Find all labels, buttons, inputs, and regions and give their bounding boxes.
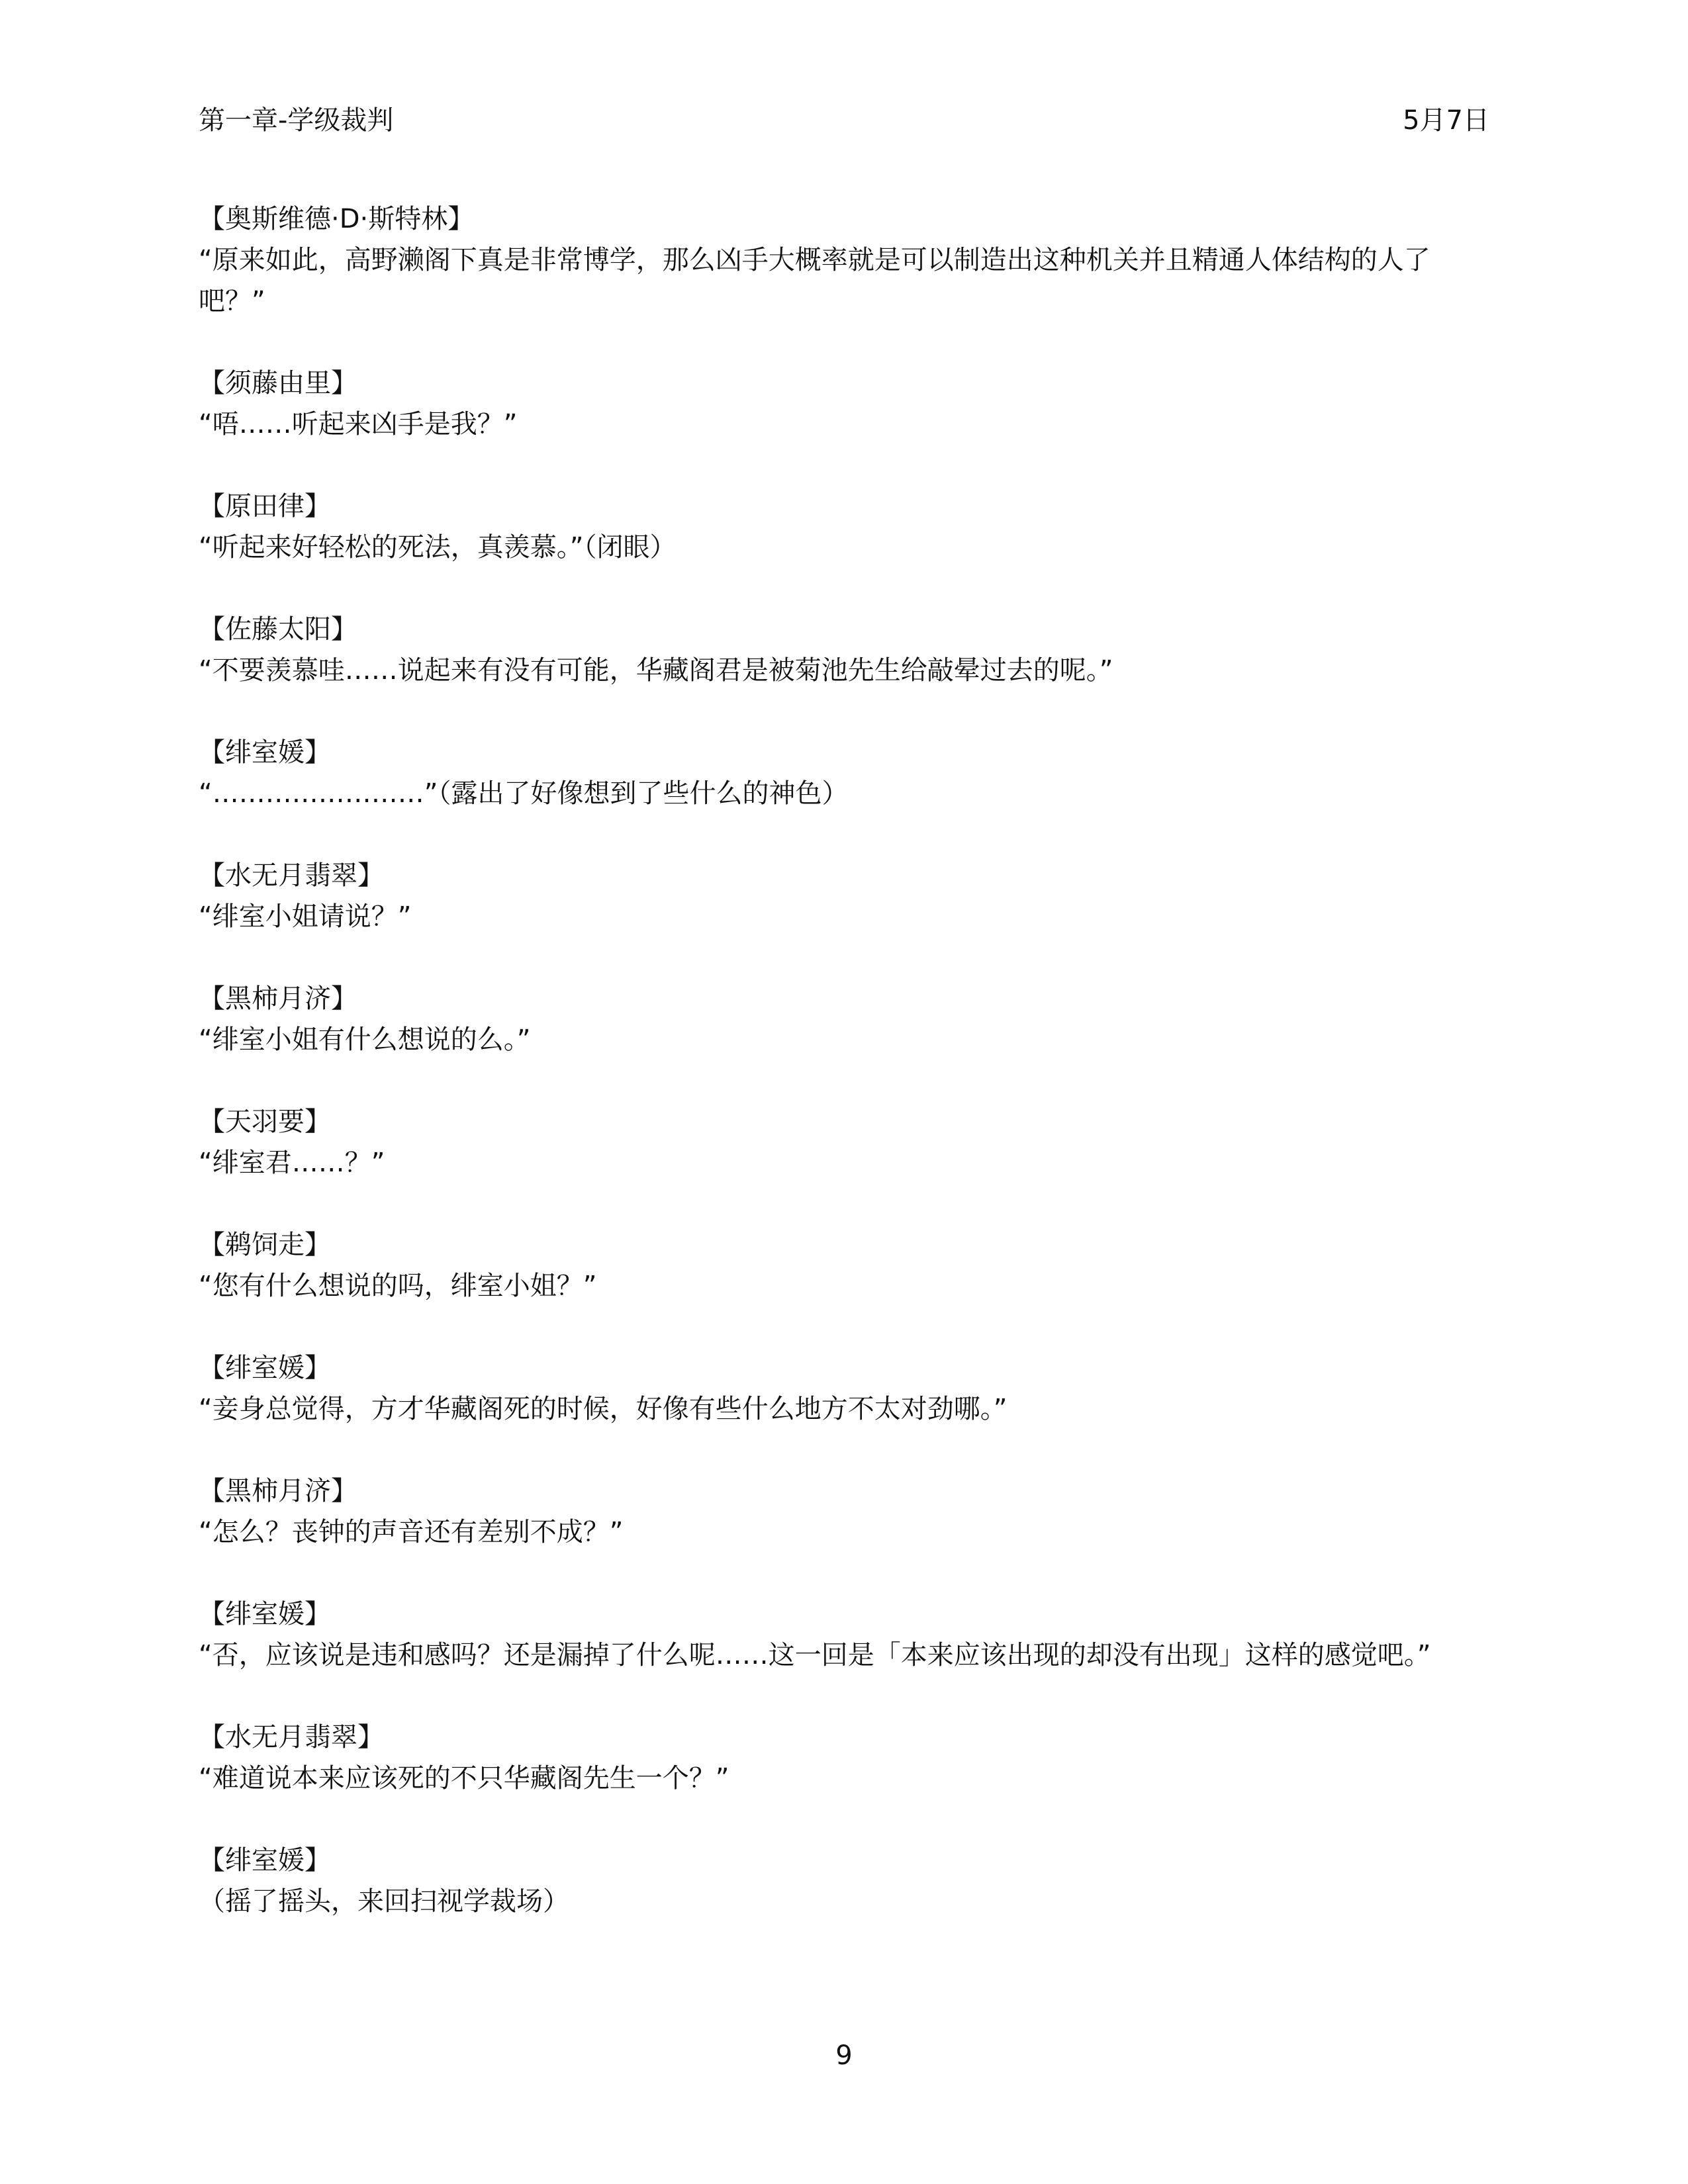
page-header [199,101,1489,140]
chapter-title: 第一章-学级裁判 [199,105,394,136]
dialogue-line: “难道说本来应该死的不只华藏阁先生一个？” [199,1763,729,1794]
dialogue-line: “绯室君……？” [199,1148,385,1178]
dialogue-entry [199,1471,1489,1553]
dialogue-line: “不要羡慕哇……说起来有没有可能，华藏阁君是被菊池先生给敲晕过去的呢。” [199,655,1113,686]
speaker-name: 【黑柿月济】 [199,983,357,1014]
dialogue-entry [199,1101,1489,1183]
speaker-name: 【水无月翡翠】 [199,860,384,891]
speaker-name: 【天羽要】 [199,1107,331,1137]
dialogue-line: “绯室小姐有什么想说的么。” [199,1024,531,1055]
speaker-name: 【水无月翡翠】 [199,1722,384,1752]
dialogue-entry [199,363,1489,445]
speaker-name: 【原田律】 [199,491,331,522]
dialogue-entry [199,855,1489,937]
dialogue-entry [199,1840,1489,1922]
header-date: 5月7日 [1403,105,1489,136]
speaker-name: 【绯室媛】 [199,737,331,768]
speaker-name: 【绯室媛】 [199,1845,331,1876]
dialogue-line: “怎么？丧钟的声音还有差别不成？” [199,1517,624,1547]
dialogue-line: “……………………”（露出了好像想到了些什么的神色） [199,778,849,809]
dialogue-line: “绯室小姐请说？” [199,901,412,932]
speaker-name: 【绯室媛】 [199,1599,331,1629]
page-number: 9 [835,2040,853,2071]
speaker-name: 【须藤由里】 [199,368,357,398]
speaker-name: 【奥斯维德·D·斯特林】 [199,204,475,234]
dialogue-body [199,199,1489,1963]
dialogue-entry [199,1347,1489,1430]
speaker-name: 【黑柿月济】 [199,1476,357,1506]
dialogue-line: “唔……听起来凶手是我？” [199,409,518,439]
speaker-name: 【鹈饲走】 [199,1230,331,1260]
dialogue-entry [199,609,1489,691]
speaker-name: 【绯室媛】 [199,1353,331,1383]
dialogue-line: “妾身总觉得，方才华藏阁死的时候，好像有些什么地方不太对劲哪。” [199,1394,1008,1424]
dialogue-line: “您有什么想说的吗，绯室小姐？” [199,1271,597,1301]
dialogue-entry [199,1224,1489,1306]
dialogue-entry [199,199,1489,322]
speaker-name: 【佐藤太阳】 [199,614,357,645]
dialogue-line: （摇了摇头，来回扫视学裁场） [199,1886,569,1917]
dialogue-entry [199,1717,1489,1799]
dialogue-line: “原来如此，高野濑阁下真是非常博学，那么凶手大概率就是可以制造出这种机关并且精通人体结构的人了吧？” [199,245,1430,316]
dialogue-line: “听起来好轻松的死法，真羡慕。”（闭眼） [199,532,677,563]
dialogue-line: “否，应该说是违和感吗？还是漏掉了什么呢……这一回是「本来应该出现的却没有出现」这样的感觉吧。” [199,1640,1431,1670]
dialogue-entry [199,486,1489,568]
dialogue-entry [199,1594,1489,1676]
dialogue-entry [199,978,1489,1060]
dialogue-entry [199,732,1489,814]
